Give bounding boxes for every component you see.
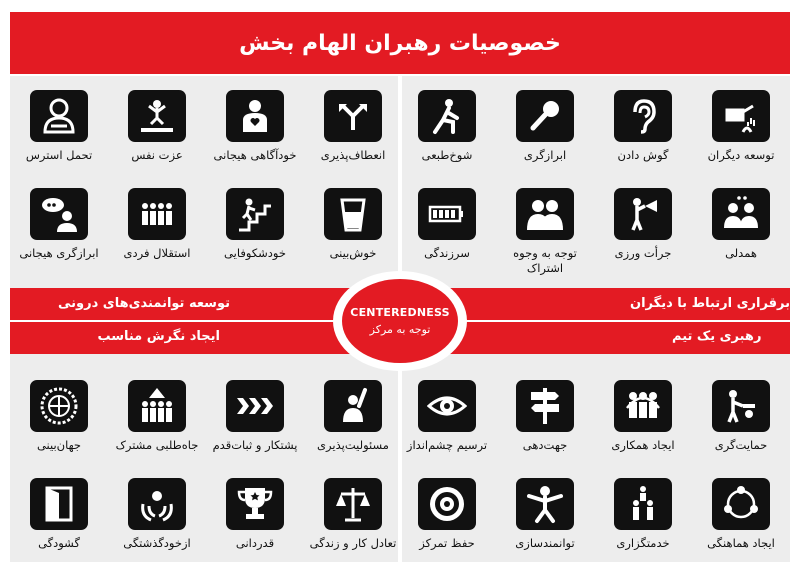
trait-label: ازخودگذشتگی	[123, 536, 191, 550]
centeredness-label-en: CENTEREDNESS	[350, 306, 450, 319]
trait-label: حفظ تمرکز	[419, 536, 475, 550]
trait-label: ابرازگری	[523, 148, 567, 162]
globe-people-icon	[30, 380, 88, 432]
centeredness-badge-inner	[342, 279, 458, 363]
trait-item	[693, 188, 789, 261]
megaphone-person-icon	[614, 188, 672, 240]
trait-label: خودآگاهی هیجانی	[213, 148, 297, 162]
trait-label: قدردانی	[235, 536, 275, 550]
trait-item	[109, 90, 205, 163]
trait-item	[693, 478, 789, 551]
band-label-attitude: ایجاد نگرش مناسب	[97, 329, 220, 344]
kneeling-person-icon	[418, 90, 476, 142]
page-title: خصوصیات رهبران الهام بخش	[239, 30, 561, 56]
trait-label: گشودگی	[38, 536, 80, 550]
star-person-icon	[516, 478, 574, 530]
balance-scale-icon	[324, 478, 382, 530]
trait-item	[305, 478, 401, 551]
trait-label: گوش دادن	[617, 148, 669, 162]
person-stress-icon	[30, 90, 88, 142]
helping-hand-icon	[712, 380, 770, 432]
trait-label: جهت‌دهی	[522, 438, 568, 452]
trait-label: حمایت‌گری	[714, 438, 768, 452]
human-pyramid-icon	[614, 478, 672, 530]
trait-label: تحمل استرس	[25, 148, 93, 162]
trait-item	[399, 90, 495, 163]
trait-label: مسئولیت‌پذیری	[317, 438, 389, 452]
open-door-icon	[30, 478, 88, 530]
teamwork-icon	[614, 380, 672, 432]
trait-label: عزت نفس	[131, 148, 183, 162]
trait-item	[109, 188, 205, 261]
eye-icon	[418, 380, 476, 432]
trait-item	[595, 188, 691, 261]
trait-label: توسعه دیگران	[707, 148, 775, 162]
trait-item	[399, 188, 495, 261]
trait-item	[595, 90, 691, 163]
centeredness-badge	[333, 271, 467, 371]
trait-item	[207, 380, 303, 453]
centeredness-label-fa: توجه به مرکز	[369, 323, 431, 336]
trait-item	[207, 478, 303, 551]
person-podium-icon	[128, 90, 186, 142]
trait-item	[207, 90, 303, 163]
raised-hand-icon	[324, 380, 382, 432]
microphone-icon	[516, 90, 574, 142]
crowd-arrow-icon	[128, 380, 186, 432]
person-heart-icon	[226, 90, 284, 142]
watering-can-icon	[712, 90, 770, 142]
signpost-icon	[516, 380, 574, 432]
trait-label: پشتکار و ثبات‌قدم	[212, 438, 298, 452]
trait-label: ایجاد همکاری	[611, 438, 675, 452]
group-people-icon	[128, 188, 186, 240]
trait-label: خودشکوفایی	[224, 246, 286, 260]
ear-icon	[614, 90, 672, 142]
trait-item	[399, 478, 495, 551]
trait-item	[11, 478, 107, 551]
trait-item	[693, 90, 789, 163]
trait-item	[305, 188, 401, 261]
trait-label: جرأت ورزی	[614, 246, 672, 260]
trait-item	[595, 478, 691, 551]
trait-item	[305, 380, 401, 453]
trait-item	[109, 380, 205, 453]
trait-label: تعادل کار و زندگی	[309, 536, 397, 550]
trait-item	[497, 380, 593, 453]
open-hands-icon	[128, 478, 186, 530]
trait-item	[399, 380, 495, 453]
trait-label: توجه به وجوه اشتراک	[513, 246, 577, 275]
circle-people-icon	[712, 478, 770, 530]
trait-item	[11, 380, 107, 453]
trait-item	[109, 478, 205, 551]
people-talking-icon	[712, 188, 770, 240]
trait-item	[497, 90, 593, 163]
band-label-communication: برقراری ارتباط با دیگران	[630, 296, 791, 311]
trait-item	[305, 90, 401, 163]
trait-label: جاه‌طلبی مشترک	[115, 438, 199, 452]
trait-label: ترسیم چشم‌انداز	[406, 438, 488, 452]
trophy-icon	[226, 478, 284, 530]
trait-item	[11, 90, 107, 163]
trait-label: ایجاد هماهنگی	[707, 536, 775, 550]
target-icon	[418, 478, 476, 530]
arrows-split-icon	[324, 90, 382, 142]
band-label-inner-capabilities: توسعه توانمندی‌های درونی	[58, 296, 230, 311]
trait-label: شوخ‌طبعی	[421, 148, 473, 162]
trait-label: جهان‌بینی	[36, 438, 82, 452]
trait-label: توانمندسازی	[515, 536, 575, 550]
battery-icon	[418, 188, 476, 240]
trait-label: خوش‌بینی	[329, 246, 377, 260]
trait-item	[207, 188, 303, 261]
stairs-climb-icon	[226, 188, 284, 240]
two-people-icon	[516, 188, 574, 240]
trait-label: سرزندگی	[424, 246, 470, 260]
speech-bubble-person-icon	[30, 188, 88, 240]
trait-label: استقلال فردی	[123, 246, 191, 260]
trait-label: ابرازگری هیجانی	[19, 246, 99, 260]
glass-icon	[324, 188, 382, 240]
trait-item	[693, 380, 789, 453]
trait-label: خدمتگزاری	[616, 536, 670, 550]
band-label-team-leadership: رهبری یک تیم	[672, 329, 762, 344]
chevrons-forward-icon	[226, 380, 284, 432]
trait-label: همدلی	[725, 246, 757, 260]
trait-item	[497, 478, 593, 551]
trait-item	[11, 188, 107, 261]
trait-item	[497, 188, 593, 276]
trait-label: انعطاف‌پذیری	[320, 148, 386, 162]
trait-item	[595, 380, 691, 453]
title-banner	[10, 12, 790, 74]
